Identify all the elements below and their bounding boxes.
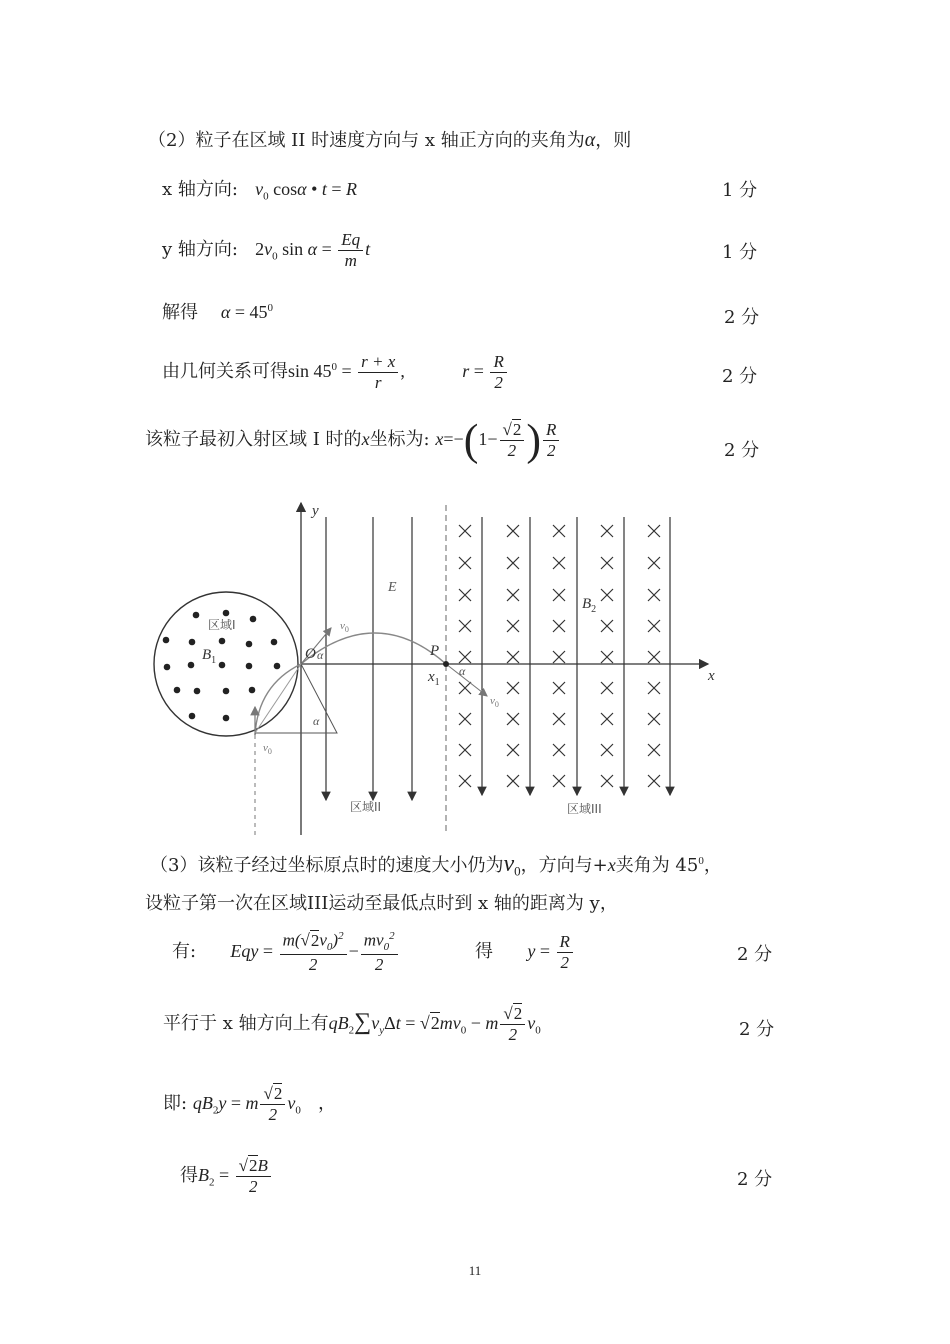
alpha-triangle: α bbox=[313, 714, 320, 728]
alpha-p: α bbox=[459, 664, 466, 678]
origin-label: O bbox=[305, 646, 316, 662]
b2-cross bbox=[601, 682, 613, 694]
score-5: 2 分 bbox=[724, 440, 760, 461]
b2-cross bbox=[648, 525, 660, 537]
region3-label: 区域III bbox=[567, 802, 602, 816]
b2-cross bbox=[601, 620, 613, 632]
score-4: 2 分 bbox=[722, 366, 758, 387]
b1-dot bbox=[246, 663, 253, 670]
b2-cross bbox=[507, 589, 519, 601]
b1-dot bbox=[274, 663, 281, 670]
b2-cross bbox=[459, 557, 471, 569]
b1-dot bbox=[188, 662, 195, 669]
b2-cross bbox=[601, 589, 613, 601]
b2-cross bbox=[507, 557, 519, 569]
b1-dot bbox=[223, 688, 230, 695]
b2-cross bbox=[459, 713, 471, 725]
b2-cross bbox=[507, 775, 519, 787]
point-p-label: P bbox=[430, 643, 440, 659]
b1-dot bbox=[250, 616, 257, 623]
b2-cross bbox=[648, 744, 660, 756]
x-axis-label: x bbox=[708, 668, 715, 684]
b2-label: $B_2$ bbox=[582, 596, 597, 615]
b2-cross bbox=[553, 682, 565, 694]
b2-crosses bbox=[459, 525, 660, 787]
b1-dot bbox=[193, 612, 200, 619]
y-axis-label: y bbox=[312, 503, 319, 519]
b2-cross bbox=[648, 775, 660, 787]
score-2: 1 分 bbox=[722, 242, 758, 263]
score-8: 2 分 bbox=[737, 1169, 773, 1190]
v0-in: $v_0$ bbox=[263, 742, 272, 756]
b2-cross bbox=[553, 557, 565, 569]
point-p-dot bbox=[443, 661, 449, 667]
b2-cross bbox=[601, 525, 613, 537]
part3-line1: （3）该粒子经过坐标原点时的速度大小仍为$v_0$，方向与+x夹角为 $45^0$， bbox=[150, 851, 722, 879]
geometry-radius bbox=[255, 664, 301, 733]
b2-cross bbox=[507, 620, 519, 632]
b2-cross bbox=[601, 557, 613, 569]
b2-cross bbox=[459, 589, 471, 601]
b2-cross bbox=[507, 682, 519, 694]
y-direction-equation: y 轴方向: $2v_0$ sin α = $\frac{Eq}{m}$ t bbox=[162, 230, 371, 270]
b1-dot bbox=[174, 687, 181, 694]
energy-equation: 有: Eqy = $\frac{m(√2v_0)^2}{2}$ − $\frac{mv_0^2}{2}$ 得 y = $\frac{R}{2}$ bbox=[172, 930, 575, 974]
velocity-p bbox=[446, 664, 487, 696]
b1-dot bbox=[219, 638, 226, 645]
b2-cross bbox=[553, 620, 565, 632]
solve-alpha: 解得 $\alpha = 45^0$ bbox=[162, 302, 273, 323]
b2-cross bbox=[601, 775, 613, 787]
b2-cross bbox=[601, 651, 613, 663]
b2-cross bbox=[459, 525, 471, 537]
b2-cross bbox=[507, 525, 519, 537]
b2-cross bbox=[459, 744, 471, 756]
b1-dot bbox=[163, 637, 170, 644]
b1-dot bbox=[194, 688, 201, 695]
score-3: 2 分 bbox=[724, 307, 760, 328]
b2-cross bbox=[553, 744, 565, 756]
b2-result: 得$B_2$ = $\frac{√2B}{2}$ bbox=[180, 1156, 273, 1196]
ie-equation: 即: $qB_2y = m$ $\frac{√2}{2}$ $v_0$ ， bbox=[163, 1084, 336, 1124]
x-direction-equation: x 轴方向: $v_0$ cosα • t = R bbox=[162, 179, 358, 203]
page-number: 11 bbox=[468, 1263, 482, 1278]
physics-diagram bbox=[140, 495, 740, 840]
b2-cross bbox=[507, 651, 519, 663]
b2-cross bbox=[648, 713, 660, 725]
b2-cross bbox=[553, 713, 565, 725]
b2-cross bbox=[553, 525, 565, 537]
geometry-equation: 由几何关系可得$\sin 45^0$ = $\frac{r + x}{r}$ , r = $\frac{R}{2}$ bbox=[162, 352, 509, 392]
b2-cross bbox=[459, 775, 471, 787]
b1-dot bbox=[271, 639, 278, 646]
momentum-equation: 平行于 x 轴方向上有$qB_2\sum v_y\Delta t = √2mv_0 - m$ $\frac{√2}{2}$ $v_0$ bbox=[163, 1004, 541, 1044]
region1-label: 区域I bbox=[208, 618, 236, 632]
b2-cross bbox=[507, 713, 519, 725]
b2-cross bbox=[601, 713, 613, 725]
b2-cross bbox=[648, 682, 660, 694]
part3-line2: 设粒子第一次在区域III运动至最低点时到 x 轴的距离为 y， bbox=[145, 893, 618, 914]
initial-x-equation: 该粒子最初入射区域 I 时的x坐标为: x=−(1− $\frac{√2}{2}$ ) $\frac{R}{2}$ bbox=[145, 420, 561, 460]
b1-dot bbox=[219, 662, 226, 669]
b1-dot bbox=[223, 610, 230, 617]
b1-dot bbox=[223, 715, 230, 722]
e-field-lines bbox=[326, 517, 412, 800]
b2-cross bbox=[648, 557, 660, 569]
b1-label: $B_1$ bbox=[202, 647, 217, 666]
b1-dot bbox=[249, 687, 256, 694]
b2-cross bbox=[459, 682, 471, 694]
v0-p: $v_0$ bbox=[490, 695, 499, 709]
b1-dot bbox=[189, 639, 196, 646]
part2-intro: （2）粒子在区域 II 时速度方向与 x 轴正方向的夹角为α，则 bbox=[148, 129, 632, 151]
v0-origin: $v_0$ bbox=[340, 620, 349, 634]
b2-cross bbox=[601, 744, 613, 756]
b2-cross bbox=[648, 651, 660, 663]
b2-cross bbox=[507, 744, 519, 756]
b1-dot bbox=[246, 641, 253, 648]
x1-label: $x_1$ bbox=[428, 669, 440, 688]
score-1: 1 分 bbox=[722, 180, 758, 201]
b2-cross bbox=[553, 651, 565, 663]
score-7: 2 分 bbox=[739, 1019, 775, 1040]
b2-cross bbox=[553, 589, 565, 601]
region2-label: 区域II bbox=[350, 800, 382, 814]
b2-cross bbox=[553, 775, 565, 787]
b2-cross bbox=[648, 620, 660, 632]
b1-dot bbox=[164, 664, 171, 671]
e-field-label: E bbox=[388, 580, 397, 595]
alpha-origin: α bbox=[317, 648, 324, 662]
b2-cross bbox=[648, 589, 660, 601]
score-6: 2 分 bbox=[737, 944, 773, 965]
b1-dot bbox=[189, 713, 196, 720]
b2-cross bbox=[459, 620, 471, 632]
b2-cross bbox=[459, 651, 471, 663]
